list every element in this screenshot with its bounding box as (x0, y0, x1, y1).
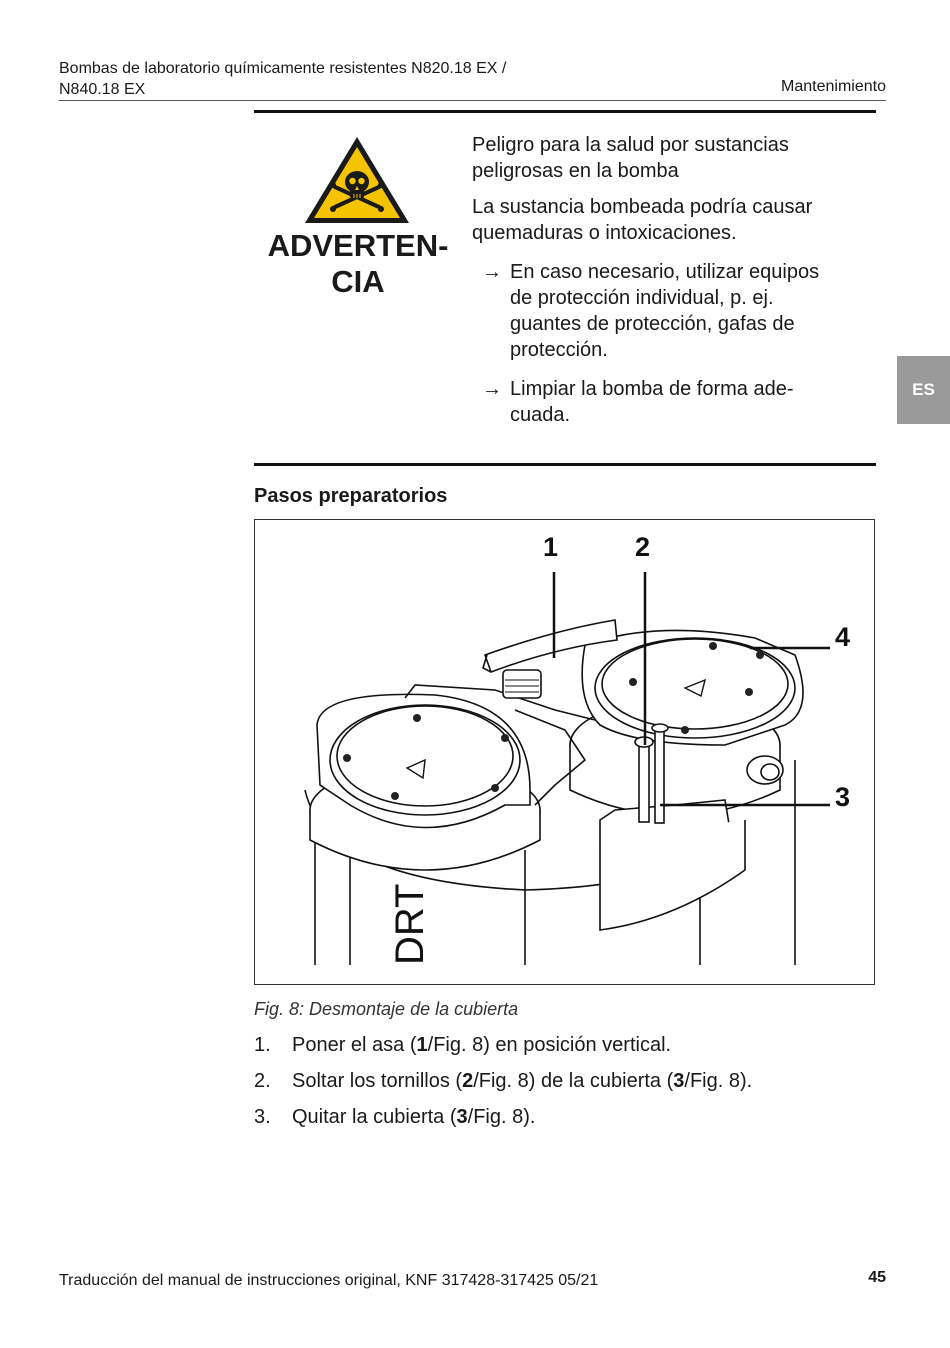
action-1-line4: protección. (510, 339, 608, 361)
warning-bottom-rule (254, 463, 876, 466)
warning-top-rule (254, 110, 876, 113)
action-1-line2: de protección individual, p. ej. (510, 287, 774, 309)
warning-heading-line1: Peligro para la salud por sustancias (472, 134, 789, 156)
page-number: 45 (868, 1269, 886, 1286)
callout-2: 2 (635, 532, 651, 562)
action-1-line3: guantes de protección, gafas de (510, 313, 795, 335)
housing-label: DRT (388, 883, 432, 965)
step-1-text-end: /Fig. 8) en posición vertical. (427, 1034, 672, 1056)
document-title-line1: Bombas de laboratorio químicamente resistentes N820.18 EX / (59, 60, 507, 77)
action-1-line1: En caso necesario, utilizar equipos (510, 261, 820, 283)
footer-text: Traducción del manual de instrucciones original, KNF 317428-317425 05/21 (59, 1272, 599, 1289)
arrow-right-icon: → (482, 261, 502, 283)
step-2-ref: 2 (462, 1070, 474, 1092)
step-3-text: Quitar la cubierta ( (292, 1106, 457, 1128)
signal-word (254, 228, 462, 300)
warning-body-line2: quemaduras o intoxicaciones. (472, 222, 737, 244)
language-tab: ES (897, 356, 950, 424)
signal-word-line2: CIA (331, 264, 385, 299)
callout-3: 3 (835, 782, 851, 812)
warning-heading (472, 132, 789, 184)
step-1-text: Poner el asa ( (292, 1034, 417, 1056)
callout-4: 4 (835, 622, 851, 652)
header-divider (59, 100, 886, 101)
signal-word-line1: ADVERTEN- (267, 228, 449, 263)
section-title: Pasos preparatorios (254, 485, 448, 507)
step-2-number: 2. (254, 1070, 271, 1092)
action-2-line2: cuada. (510, 404, 571, 426)
section-name: Mantenimiento (781, 78, 886, 95)
warning-action-1 (482, 259, 872, 363)
step-3-text-end: /Fig. 8). (467, 1106, 536, 1128)
figure-caption: Fig. 8: Desmontaje de la cubierta (254, 999, 519, 1019)
warning-heading-line2: peligrosas en la bomba (472, 160, 679, 182)
pump-illustration (255, 520, 874, 984)
step-1-ref: 1 (416, 1034, 428, 1056)
skull-crossbones-warning-icon (302, 134, 412, 226)
warning-body-line1: La sustancia bombeada podría causar (472, 196, 813, 218)
warning-action-2 (482, 376, 872, 428)
step-3-number: 3. (254, 1106, 271, 1128)
figure-pump-cover (254, 519, 875, 985)
arrow-right-icon: → (482, 378, 502, 400)
warning-body (472, 194, 812, 246)
step-3 (254, 1104, 535, 1130)
step-2-text: Soltar los tornillos ( (292, 1070, 463, 1092)
document-title (59, 58, 619, 100)
step-2-ref2: 3 (673, 1070, 685, 1092)
callout-1: 1 (543, 532, 559, 562)
document-title-line2: N840.18 EX (59, 81, 146, 98)
action-2-line1: Limpiar la bomba de forma ade- (510, 378, 794, 400)
step-2 (254, 1068, 752, 1094)
step-1 (254, 1032, 671, 1058)
step-3-ref: 3 (456, 1106, 468, 1128)
step-2-text-mid: /Fig. 8) de la cubierta ( (473, 1070, 674, 1092)
step-1-number: 1. (254, 1034, 271, 1056)
step-2-text-end: /Fig. 8). (684, 1070, 753, 1092)
